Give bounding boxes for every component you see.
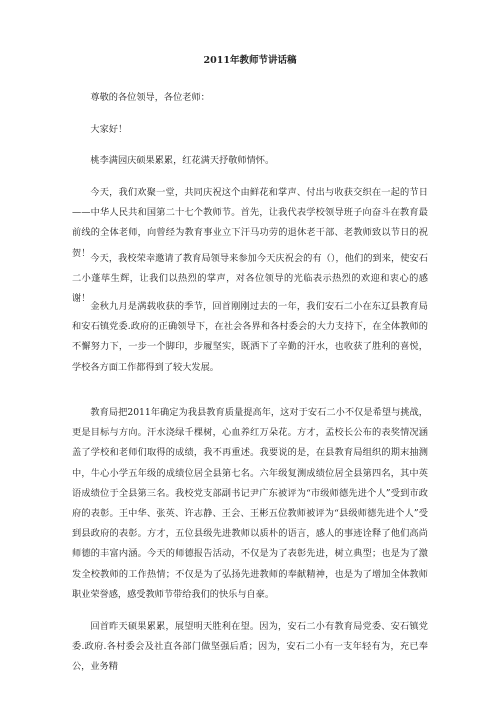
paragraph-achievements: 教育局把2011年确定为我县教育质量提高年，这对于安石二小不仅是希望与挑战，更是目标与方向。汗水浇绿千棵树，心血养红万朵花。方才，孟校长公布的表奖情况涵盖了学校和老师们取得的成绩，我不再重述。我要说的是，在县教育局组织的期末抽测中，牛心小学五年级的成绩位居全县第七名。六年级复测成绩位居全县第四名，其中英语成绩位于全县第三名。我校党支部副书记尹广东被评为“市级师德先进个人”受到市政府的表彰。王中华、张英、许志静、王会、王彬五位教师被评为“县级师德先进个人”受到县政府的表彰。方才，五位县级先进教师以质朴的语言，感人的事迹诠释了他们高尚师德的丰富内涵。今天的师德报告活动，不仅是为了表彰先进，树立典型；也是为了激发全校教师的工作热情；不仅是为了弘扬先进教师的奉献精神，也是为了增加全体教师职业荣誉感，感受教师节带给我们的快乐与自豪。 bbox=[72, 407, 428, 600]
paragraph-outlook: 回首昨天硕果累累，展望明天胜利在望。因为，安石二小有教育局党委、安石镇党委.政府.各村委会及社直各部门做坚强后盾；因为，安石二小有一支年轻有为，充已奉公，业务精 bbox=[72, 621, 428, 673]
paragraph-review-year: 金秋九月是满载收获的季节，回首刚刚过去的一年，我们安石二小在东辽县教育局和安石镇党委.政府的正确领导下，在社会各界和各村委会的大力支持下，在全体教师的不懈努力下，一步一个脚印，步履坚实，既洒下了辛勤的汗水，也收获了胜利的喜悦，学校各方面工作都得到了较大发展。 bbox=[72, 301, 428, 373]
paragraph-welcome-leaders: 今天，我校荣幸邀请了教育局领导来参加今天庆祝会的有（），他们的到来，使安石二小蓬荜生辉，让我们以热烈的掌声，对各位领导的光临表示热烈的欢迎和衷心的感谢！ bbox=[72, 253, 428, 305]
paragraph-salutation: 尊敬的各位领导，各位老师： bbox=[90, 92, 210, 103]
document-title: 2011年教师节讲话稿 bbox=[203, 55, 297, 66]
paragraph-celebration: 今天，我们欢聚一堂，共同庆祝这个由鲜花和掌声、付出与收获交织在一起的节日——中华人民共和国第二十七个教师节。首先，让我代表学校领导班子向奋斗在教育最前线的全体老师，向曾经为教育事业立下汗马功劳的退休老干部、老教师致以节日的祝贺！ bbox=[72, 187, 428, 259]
paragraph-opening-line: 桃李满园庆硕果累累，红花满天抒敬师情怀。 bbox=[90, 155, 275, 166]
paragraph-greeting: 大家好！ bbox=[90, 124, 128, 135]
